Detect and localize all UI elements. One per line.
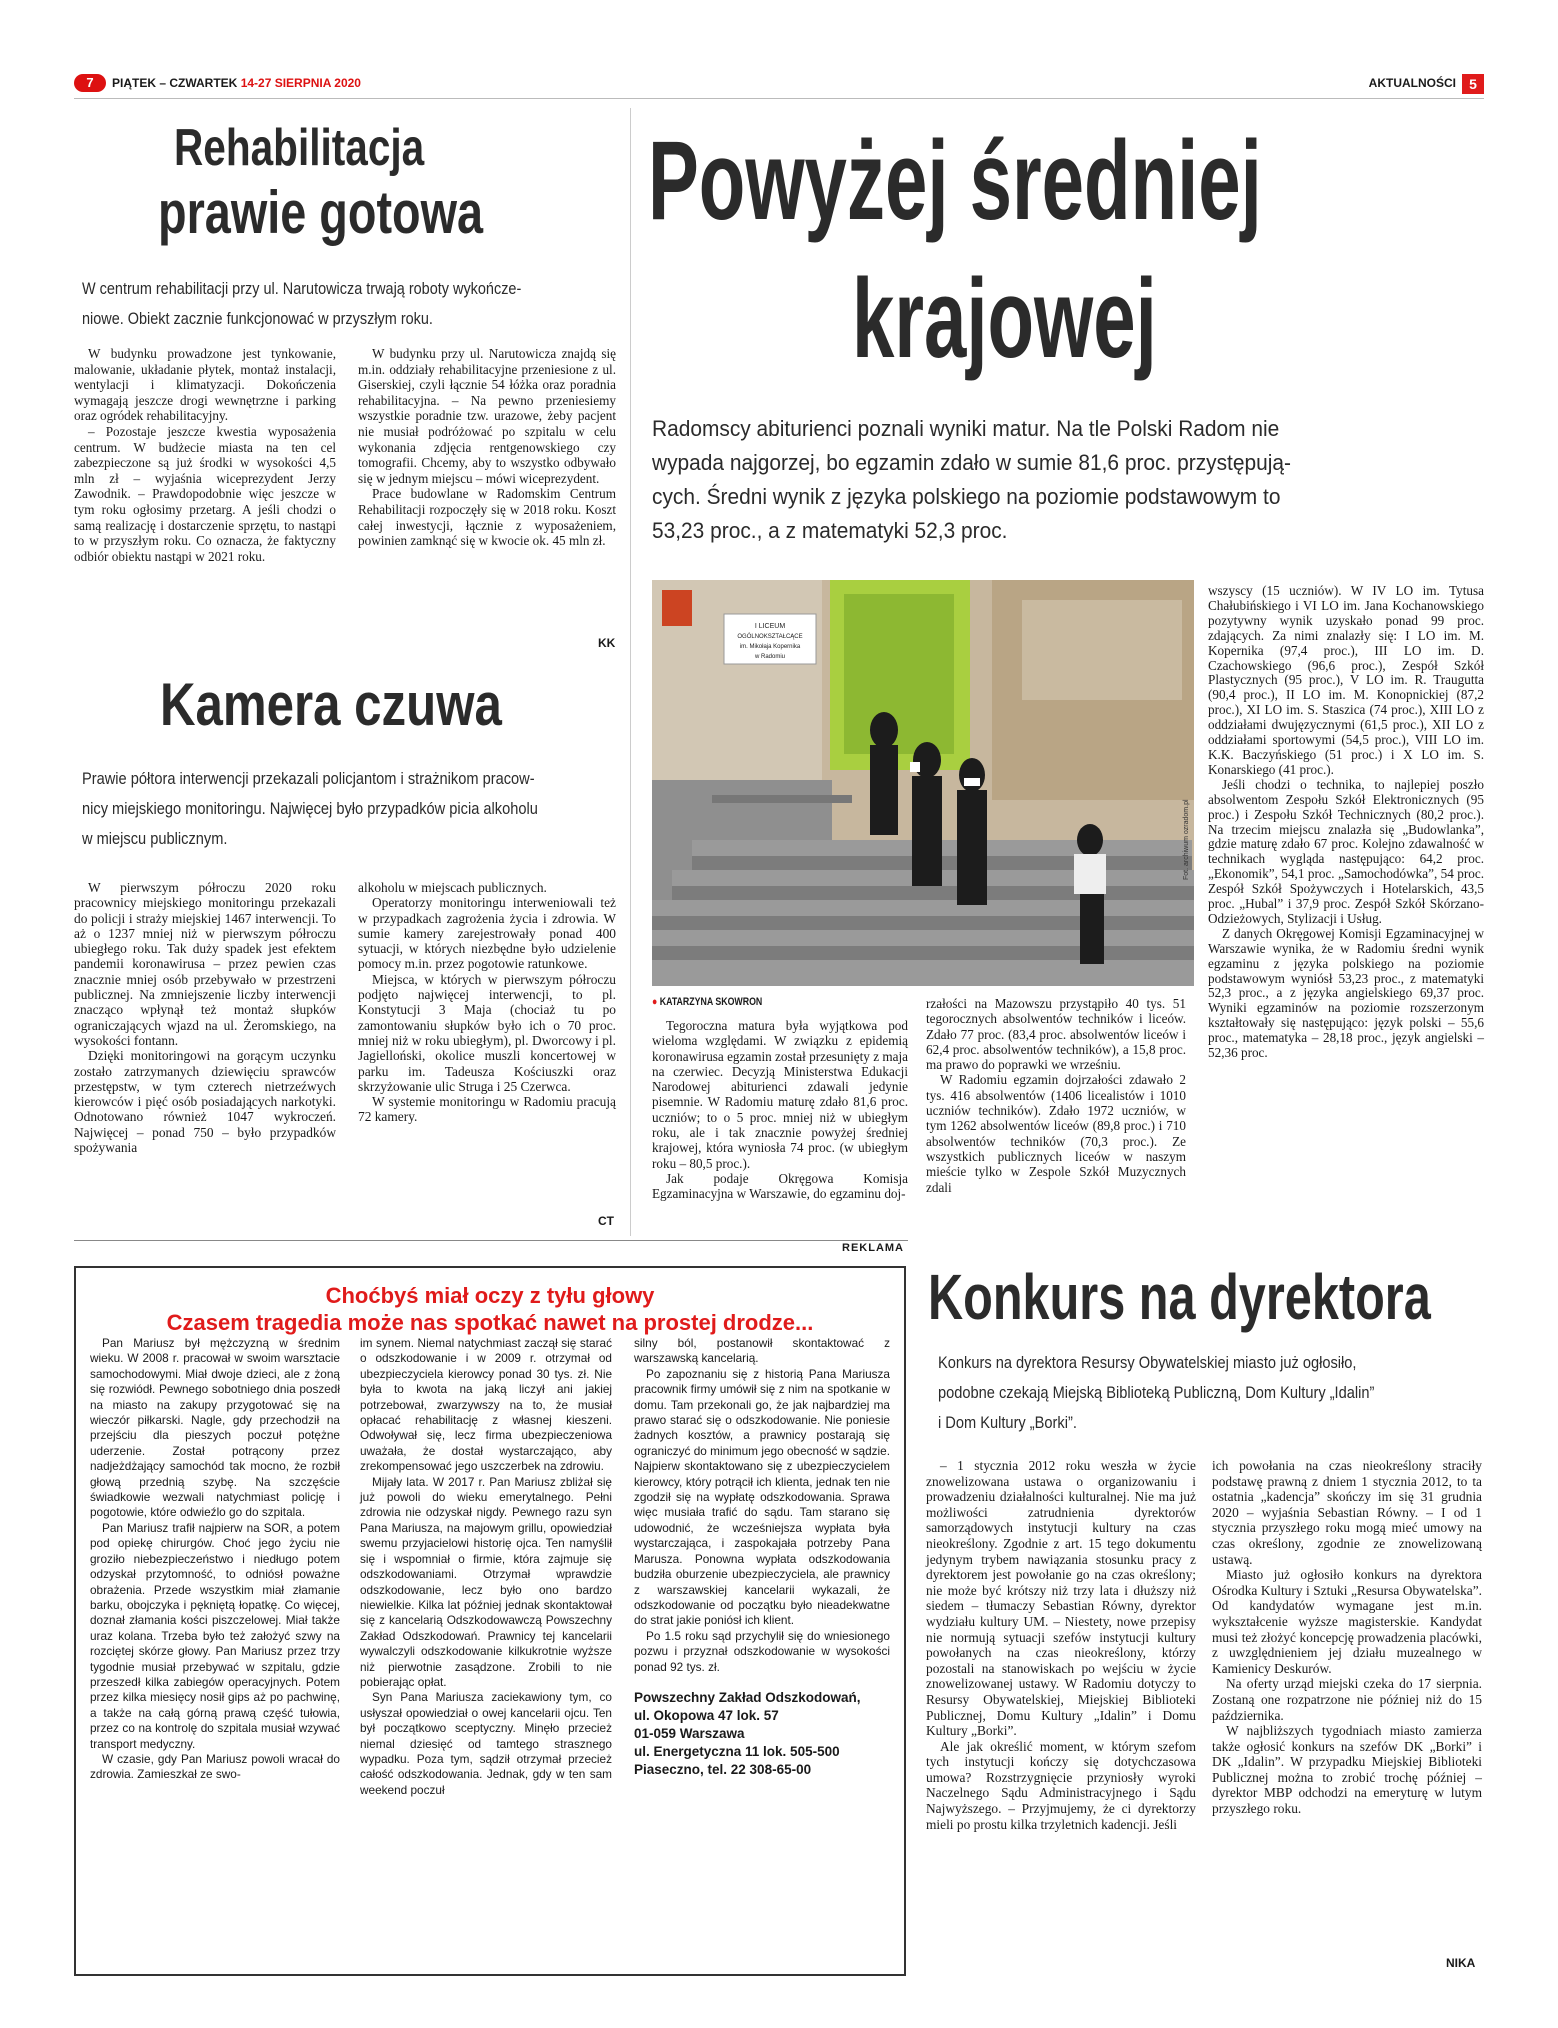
article3-column3 xyxy=(1208,584,1484,1061)
ad-contact xyxy=(634,1689,890,1779)
article1-paragraph: W budynku przy ul. Narutowicza znajdą się m.in. oddziały rehabilitacyjne przeniesione z ul. Giserskiej, czyli łącznie 54 łóżka oraz poradnia rehabilitacyjna. – Na pewno przeniesiemy wszystkie poradnie tzw. urazowe, żeby pacjent nie musiał podróżować po szpitalu w celu wykonania zdjęcia rentgenowskiego czy tomografii. Chcemy, aby to wszystko odbywało się w jednym miejscu – mówi wiceprezydent. xyxy=(358,346,616,486)
school-photo xyxy=(652,580,1194,986)
article2-lead-line2: nicy miejskiego monitoringu. Najwięcej było przypadków picia alkoholu xyxy=(82,799,538,818)
ad-address3: ul. Energetyczna 11 lok. 505-500 xyxy=(634,1743,840,1759)
article4-lead-line1: Konkurs na dyrektora Resursy Obywatelskiej miasto już ogłosiło, xyxy=(938,1353,1357,1372)
section-name: AKTUALNOŚCI xyxy=(1368,76,1456,90)
sign-line4: w Radomiu xyxy=(754,654,786,660)
header-divider xyxy=(74,98,1484,99)
article3-author xyxy=(652,996,762,1008)
ad-label: REKLAMA xyxy=(842,1242,904,1254)
article3-paragraph: Tegoroczna matura była wyjątkowa pod wieloma względami. W związku z epidemią koronawirusa egzamin został przesunięty z maja na czerwiec. Decyzją Ministerstwa Edukacji Narodowej abiturienci zdawali jedynie pisemnie. W Radomiu maturę zdało 81,6 proc. uczniów; to o 5 proc. mniej niż w ubiegłym roku, ale i tak znacznie powyżej średniej krajowej, która wyniosła 74 proc. (w ubiegłym roku – 80,5 proc.). xyxy=(652,1018,908,1171)
ad-title-line2: Czasem tragedia może nas spotkać nawet na prostej drodze... xyxy=(166,1310,814,1335)
article2-lead-line1: Prawie półtora interwencji przekazali policjantom i strażnikom pracow- xyxy=(82,769,535,788)
article2-paragraph: Dzięki monitoringowi na gorącym uczynku zostało zatrzymanych dziewięciu sprawców przestępstw, w tym czterech nietrzeźwych kierowców i pięć osób posiadających narkotyki. Odnotowano również 1047 wykroczeń. Najwięcej – ponad 750 – było przypadków spożywania xyxy=(74,1048,336,1156)
article3-title-line1: Powyżej średniej xyxy=(648,118,1262,243)
article2-title: Kamera czuwa xyxy=(160,671,502,738)
article1-title-line1: Rehabilitacja xyxy=(174,119,425,177)
article1-lead-line2: niowe. Obiekt zacznie funkcjonować w przyszłym roku. xyxy=(82,309,433,328)
ad-paragraph: Pan Mariusz był mężczyzną w średnim wieku. W 2008 r. pracował w swoim warsztacie samochodowymi. Miał dwoje dzieci, ale z żoną się rozwiódł. Pewnego sobotniego dnia poszedł na miasto na zakupy przygotować się na wieczór piłkarski. Nagle, gdy przechodził na przejściu dla pieszych poczuł potężne uderzenie. Został potrącony przez nadjeżdżający samochód tak mocno, że rozbił głową przednią szybę. Na szczęście świadkowie wezwali natychmiast policję i pogotowie, które odwieźlo go do szpitala. xyxy=(90,1336,340,1520)
article4-column2 xyxy=(1212,1458,1482,1817)
sign-line3: im. Mikołaja Kopernika xyxy=(739,644,801,650)
article4-lead-line2: podobne czekają Miejską Biblioteką Publiczną, Dom Kultury „Idalin” xyxy=(938,1383,1375,1402)
ad-paragraph: Po zapoznaniu się z historią Pana Mariusza pracownik firmy umówił się z nim na spotkanie w domu. Tam przekonali go, że jak najbardziej ma prawo starać się o odszkodowanie. Nie poniesie żadnych kosztów, a prawnicy postarają się ograniczyć do minimum jego obecność w sądzie. Najpierw skontaktowano się z ubezpieczycielem kierowcy, który potrącił ich klienta, jednak ten nie zgodził się na wypłatę odszkodowania. Sprawa więc musiała trafić do sądu. Tam starano się udowodnić, że wcześniejsza wypłata była wystarczająca, i zaspokajała potrzeby Pana Maruszа. Ponowna wypłata odszkodowania budziła oburzenie ubezpieczyciela, ale prawnicy z warszawskiej kancelarii wykazali, że odszkodowanie od początku było nieadekwatne do strat jakie poniósł ich klient. xyxy=(634,1366,890,1628)
ad-column1 xyxy=(90,1336,340,1783)
article3-lead xyxy=(652,412,1291,548)
issue-date xyxy=(112,76,361,90)
newspaper-logo: 7 xyxy=(74,74,106,92)
article3-paragraph: Z danych Okręgowej Komisji Egzaminacyjnej w Warszawie wynika, że w Radomiu średni wynik egzaminu z języka polskiego na poziomie podstawowym wyniósł 53,23 proc., z matematyki 52,3 proc., a z języka angielskiego 69,37 proc. Wyniki egzaminów na poziomie rozszerzonym kształtowały się następująco: język polski – 55,6 proc., matematyka – 28,18 proc., język angielski – 52,36 proc. xyxy=(1208,925,1484,1061)
article3-paragraph: rzałości na Mazowszu przystąpiło 40 tys. 51 tegorocznych absolwentów techników i liceów. Zdało 77 proc. (83,4 proc. absolwentów liceów i 62,4 proc. absolwentów techników), a 15,8 proc. ma prawo do poprawki we wrześniu. xyxy=(926,996,1186,1073)
article2-column1 xyxy=(74,880,336,1155)
ad-address4: Piaseczno, tel. 22 308-65-00 xyxy=(634,1761,812,1777)
article1-column1 xyxy=(74,346,336,564)
article3-paragraph: W Radomiu egzamin dojrzałości zdawało 2 tys. 416 absolwentów (1406 licealistów i 1010 uczniów techników). Zdało 1972 uczniów, w tym 1262 absolwentów liceów (89,8 proc.) i 710 absolwentów techników (70,3 proc.). Ze wszystkich publicznych liceów w naszym mieście tylko w Zespole Szkół Muzycznych zdali xyxy=(926,1072,1186,1195)
article4-column1 xyxy=(926,1458,1196,1832)
article3-paragraph: wszyscy (15 uczniów). W IV LO im. Tytusa Chałubińskiego i VI LO im. Jana Kochanowskiego pozytywny wynik uzyskało ponad 99 proc. zdających. Za nimi znalazły się: I LO im. M. Kopernika (97,4 proc.), III LO im. D. Czachowskiego (96,6 proc.), Zespół Szkół Plastycznych (95 proc.), V LO im. R. Traugutta (90,4 proc.), II LO im. M. Konopnickiej (87,2 proc.), XI LO im. S. Staszica (74 proc.), XIII LO z oddziałami dwujęzycznymi (61,5 proc.), XII LO z oddziałami sportowymi (54,5 proc.), VIII LO im. K.K. Baczyńskiego (51 proc.) i X LO im. S. Konarskiego (41 proc.). xyxy=(1208,583,1484,777)
article2-paragraph: alkoholu w miejscach publicznych. xyxy=(358,880,547,895)
article2-paragraph: Miejsca, w których w pierwszym półroczu podjęto najwięcej interwencji, to pl. Konstytucji 3 Maja (chociaż tu po zamontowaniu słupków było ich o 70 proc. mniej niż w roku ubiegłym), pl. Dworcowy i pl. Jagielloński, okolice muszli koncertowej w parku im. Tadeusza Kościuszki oraz skrzyżowanie ulic Struga i 25 Czerwca. xyxy=(358,971,616,1094)
date-prefix: PIĄTEK – CZWARTEK xyxy=(112,76,238,90)
article2-column2 xyxy=(358,880,616,1125)
article4-paragraph: Ale jak określić moment, w którym szefom tych instytucji kończy się dotychczasowa umowa? Rozstrzygnięcie przyniosły wyroki Naczelnego Sądu Administracyjnego i Sądu Najwyższego. – Przyjmujemy, że ci dyrektorzy mieli po prostu kilka trzyletnich kadencji. Jeśli xyxy=(926,1738,1196,1832)
ad-paragraph: Syn Pana Mariusza zaciekawiony tym, co usłyszał opowiedział o owej kancelarii ojcu. Ten był początkowo sceptyczny. Minęło przecież niemal dziesięć od tamtego strasznego wypadku. Poza tym, sądził otrzymał przecież całość odszkodowania. Jednak, gdy w ten sam weekend poczuł xyxy=(360,1690,612,1797)
article2-lead xyxy=(82,764,538,854)
date-range: 14-27 SIERPNIA 2020 xyxy=(240,76,361,90)
article1-title-line2: prawie gotowa xyxy=(158,179,484,246)
article2-lead-line3: w miejscu publicznym. xyxy=(82,829,228,848)
page-number: 5 xyxy=(1462,74,1484,94)
article3-paragraph: Jeśli chodzi o technika, to najlepiej poszło absolwentom Zespołu Szkół Elektronicznych (95 proc.) i Zespołu Szkół Technicznych (80,2 proc.). Na trzecim miejscu znalazła się „Budowlanka”, gdzie maturę zdało 67 proc. Kolejno zdawalność w technikach wygląda następująco: 64,2 proc. „Ekonomik”, 54,1 proc. „Samochodówka”, 54 proc. Zespół Szkół Spożywczych i Hotelarskich, 43,5 proc. „Hubal” i 37,9 proc. Zespół Szkół Skórzano-Odzieżowych, Stylizacji i Usług. xyxy=(1208,776,1484,926)
article3-column2 xyxy=(926,996,1186,1195)
article2-signature: CT xyxy=(598,1214,614,1228)
article1-paragraph: W budynku prowadzone jest tynkowanie, malowanie, układanie płytek, montaż instalacji, wentylacji i klimatyzacji. Dokończenia wymagają jeszcze drogi wewnętrzne i parking oraz ogródek rehabilitacyjny. xyxy=(74,346,336,424)
article4-title: Konkurs na dyrektora xyxy=(928,1261,1431,1333)
article2-paragraph: W systemie monitoringu w Radomiu pracują 72 kamery. xyxy=(358,1094,616,1125)
article1-lead-line1: W centrum rehabilitacji przy ul. Narutowicza trwają roboty wykończe- xyxy=(82,279,522,298)
article3-lead-line2: wypada najgorzej, bo egzamin zdało w sumie 81,6 proc. przystępują- xyxy=(652,450,1291,475)
ad-paragraph: W czasie, gdy Pan Mariusz powoli wracał do zdrowia. Zamieszkał ze swo- xyxy=(90,1751,340,1782)
sign-line2: OGÓLNOKSZTAŁCĄCE xyxy=(737,634,803,640)
article4-lead xyxy=(938,1348,1374,1438)
article4-paragraph: Na oferty urząd miejski czeka do 17 sierpnia. Zostaną one rozpatrzone nie później niż do 15 października. xyxy=(1212,1676,1482,1723)
page-header xyxy=(74,74,1484,96)
photo-credit: Fot. archiwum ozradom.pl xyxy=(1183,799,1190,880)
ad-divider xyxy=(74,1240,908,1241)
sign-line1: I LICEUM xyxy=(754,623,786,630)
article2-paragraph: Operatorzy monitoringu interweniowali też w przypadkach zagrożenia życia i zdrowia. W sumie kamery zarejestrowały ponad 400 sytuacji, w których niezbędne było udzielenie pomocy m.in. przez pogotowie ratunkowe. xyxy=(358,895,616,972)
ad-paragraph: Mijały lata. W 2017 r. Pan Mariusz zbliżał się już powoli do wieku emerytalnego. Pełni zdrowia nie odzyskał nigdy. Pewnego razu syn Pana Mariusza, na majowym grillu, opowiedział swemu przyjacielowi historię ojca. Ten namyślił się i wspomniał o firmie, która zajmuje się odszkodowaniami. Otrzymał wprawdzie odszkodowanie, lecz było ono bardzo niewielkie. Kilka lat później jednak skontaktował się z kancelarią Odszkodowawczą Powszechny Zakład Odszkodowań. Prawnicy tej kancelarii wywalczyli odszkodowanie kilkukrotnie wyższe niż pierwotnie zasądzone. Zrobili to nie pobierając opłat. xyxy=(360,1474,612,1689)
ad-title-line1: Choćbyś miał oczy z tyłu głowy xyxy=(325,1283,655,1308)
ad-paragraph: im synem. Niemal natychmiast zaczął się starać o odszkodowanie i w 2009 r. otrzymał od ubezpieczyciela kierowcy ponad 30 tys. zł. Nie była to kwota na jaką liczył ani jakiej potrzebował, zwarzywszy na to, że musiał opłacać rehabilitację z własnej kieszeni. Odwoływał się, lecz firma ubezpieczeniowa uważała, że dostał wystarczająco, aby zrekompensować jego uszczerbek na zdrowiu. xyxy=(360,1336,612,1474)
article4-signature: NIKA xyxy=(1446,1956,1476,1970)
author-bullet-icon: ● xyxy=(652,996,658,1008)
article3-title-line2: krajowej xyxy=(852,256,1157,381)
school-photo-graphic xyxy=(652,580,1194,986)
ad-company: Powszechny Zakład Odszkodowań, xyxy=(634,1689,861,1705)
column-divider xyxy=(630,108,631,1236)
article1-column2 xyxy=(358,346,616,549)
article3-lead-line4: 53,23 proc., a z matematyki 52,3 proc. xyxy=(652,518,1008,543)
ad-column3 xyxy=(634,1336,890,1779)
article3-lead-line1: Radomscy abiturienci poznali wyniki matur. Na tle Polski Radom nie xyxy=(652,416,1280,441)
ad-address2: 01-059 Warszawa xyxy=(634,1725,745,1741)
ad-column2 xyxy=(360,1336,612,1798)
author-name: KATARZYNA SKOWRON xyxy=(659,996,763,1008)
ad-paragraph: silny ból, postanowił skontaktować z warszawską kancelarią. xyxy=(634,1336,890,1366)
article4-paragraph: W najbliższych tygodniach miasto zamierza także ogłosić konkurs na szefów DK „Borki” i DK „Idalin”. W przypadku Miejskiej Biblioteki Publicznej można to zrobić trochę później – dyrektor MBP odchodzi na emeryturę w lutym przyszłego roku. xyxy=(1212,1723,1482,1817)
article1-lead xyxy=(82,274,521,334)
article4-lead-line3: i Dom Kultury „Borki”. xyxy=(938,1413,1077,1432)
article4-paragraph: Miasto już ogłosiło konkurs na dyrektora Ośrodka Kultury i Sztuki „Resursa Obywatelska”. Od kandydatów wymagane jest m.in. wykształcenie wyższe magisterskie. Kandydat musi też złożyć koncepcję prowadzenia placówki, z uwzględnieniem jej działu muzealnego w Kamienicy Deskurów. xyxy=(1212,1567,1482,1676)
article1-signature: KK xyxy=(598,636,616,650)
article4-paragraph: ich powołania na czas nieokreślony straciły podstawę prawną z dniem 1 stycznia 2012, to ta ostatnia „kadencja” skończy im się 31 grudnia 2020 – wyjaśnia Sebastian Równy. – I od 1 stycznia przyszłego roku mogą mieć umowy na czas określony, zgodnie ze znowelizowaną ustawą. xyxy=(1212,1458,1482,1567)
ad-paragraph: Pan Mariusz trafił najpierw na SOR, a potem pod opiekę chirurgów. Choć jego życiu nie groziło niebezpieczeństwo i niedługo potem odzyskał przytomność, to odniósł poważne obrażenia. Przede wszystkim miał złamanie barku, obojczyka i pękniętą łopatkę. Co więcej, doznał złamania kości piszczelowej. Miał także uraz kolana. Trzeba było też założyć szwy na rozciętej skórze głowy. Pan Mariusz przez trzy tygodnie musiał przebywać w szpitalu, gdzie przeszedł kilka zabiegów operacyjnych. Potem przez kilka miesięcy nosił gips aż po pachwinę, a także na całą górną prawą część tułowia, przez co na kontrolę do szpitala musiał wzywać transport medyczny. xyxy=(90,1520,340,1751)
article3-column1 xyxy=(652,1018,908,1202)
article4-paragraph: – 1 stycznia 2012 roku weszła w życie znowelizowana ustawa o organizowaniu i prowadzeniu działalności kulturalnej. Nie ma już możliwości zatrudnienia dyrektorów samorządowych instytucji kultury na czas nieokreślony. Zgodnie z art. 15 tego dokumentu jedynym trybem nawiązania stosunku pracy z dyrektorem jest powołanie go na czas określony; nie może być krótszy niż trzy lata i dłuższy niż siedem – tłumaczy Sebastian Równy, dyrektor wydziału kultury UM. – Niestety, nowe przepisy nie normują sytuacji szefów instytucji kultury powołanych na czas nieokreślony, którzy pozostali na stanowiskach po wejściu w życie znowelizowanej ustawy. W Radomiu dotyczy to Resursy Obywatelskiej, Miejskiej Biblioteki Publicznej, Domu Kultury „Idalin” i Domu Kultury „Borki”. xyxy=(926,1458,1196,1739)
ad-address1: ul. Okopowa 47 lok. 57 xyxy=(634,1707,779,1723)
article3-lead-line3: cych. Średni wynik z języka polskiego na poziomie podstawowym to xyxy=(652,484,1281,509)
article2-paragraph: W pierwszym półroczu 2020 roku pracownicy miejskiego monitoringu przekazali do policji i straży miejskiej 1467 interwencji. To aż o 1237 mniej niż w pierwszym półroczu ubiegłego roku. Tak duży spadek jest efektem pandemii koronawirusa – przez pewien czas znacznie mniej osób przebywało w przestrzeni publicznej. Na zmniejszenie liczby interwencji znacząco wpłynął też montaż słupków ograniczających wjazd na ul. Żeromskiego, na wysokości fontann. xyxy=(74,880,336,1048)
ad-paragraph: Po 1.5 roku sąd przychylił się do wniesionego pozwu i przyznał odszkodowanie w wysokości ponad 92 tys. zł. xyxy=(634,1628,890,1674)
article1-paragraph: Prace budowlane w Radomskim Centrum Rehabilitacji rozpoczęły się w 2018 roku. Koszt całej inwestycji, łącznie z wyposażeniem, powinien zamknąć się w kwocie ok. 45 mln zł. xyxy=(358,486,616,549)
article1-paragraph: – Pozostaje jeszcze kwestia wyposażenia centrum. W budżecie miasta na ten cel zabezpieczone są już środki w wysokości 4,5 mln zł – wyjaśnia wiceprezydent Jerzy Zawodnik. – Prawdopodobnie więc jeszcze w tym roku ogłosimy przetarg. A jeśli chodzi o samą realizację i dostarczenie sprzętu, to nastąpi to w przyszłym roku. Co oznacza, że faktyczny odbiór obiektu nastąpi w 2021 roku. xyxy=(74,423,336,564)
article3-paragraph: Jak podaje Okręgowa Komisja Egzaminacyjna w Warszawie, do egzaminu doj- xyxy=(652,1170,908,1202)
